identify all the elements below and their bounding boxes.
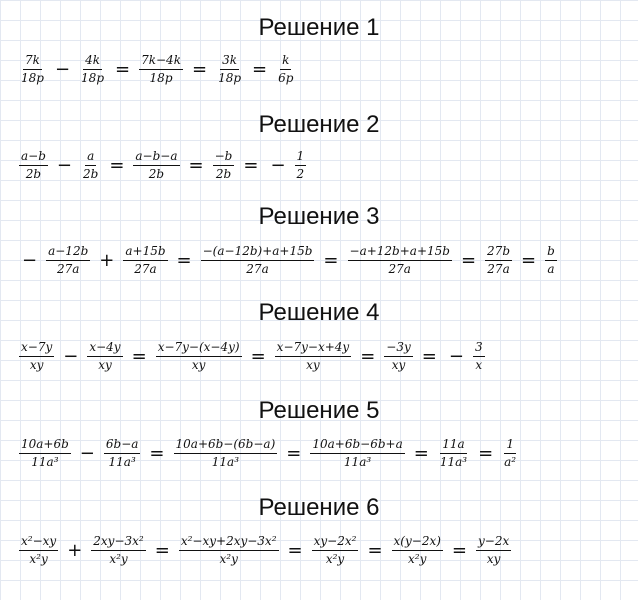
- fraction-numerator: x−7y−x+4y: [275, 340, 352, 357]
- minus-sign: −: [270, 154, 286, 176]
- fraction-denominator: xy: [391, 358, 406, 372]
- equals-sign: =: [115, 58, 131, 80]
- fraction-numerator: −b: [213, 149, 235, 166]
- equals-sign: =: [421, 345, 437, 367]
- fraction-denominator: 2b: [82, 167, 99, 181]
- fraction-denominator: 2b: [148, 167, 165, 181]
- fraction-numerator: 2xy−3x²: [91, 534, 145, 551]
- fraction-denominator: 11a³: [108, 455, 136, 469]
- fraction-denominator: x²y: [219, 552, 238, 566]
- fraction-denominator: 18p: [218, 71, 242, 85]
- fraction-denominator: a²: [504, 455, 517, 469]
- fraction-denominator: 2b: [215, 167, 232, 181]
- fraction-numerator: 6b−a: [104, 437, 141, 454]
- fraction-denominator: x: [475, 358, 483, 372]
- fraction-numerator: a−b−a: [133, 149, 179, 166]
- equals-sign: =: [286, 442, 302, 464]
- fraction-numerator: a+15b: [123, 244, 167, 261]
- fraction-denominator: x²y: [325, 552, 345, 566]
- fraction: [310, 437, 404, 470]
- fraction: [275, 340, 352, 373]
- fraction: [545, 244, 557, 277]
- fraction: [79, 53, 106, 86]
- equals-sign: =: [287, 539, 303, 561]
- solution-4-title: Решение 4: [258, 299, 380, 326]
- fraction-numerator: 4k: [83, 53, 102, 70]
- minus-sign: −: [22, 249, 38, 271]
- fraction: [19, 53, 46, 86]
- fraction-numerator: k: [280, 53, 291, 70]
- fraction: [123, 244, 167, 277]
- fraction-denominator: xy: [486, 552, 501, 566]
- fraction-numerator: −3y: [384, 340, 412, 357]
- plus-sign: +: [67, 539, 83, 561]
- fraction-numerator: a: [85, 149, 96, 166]
- solution-1-equation: [16, 53, 298, 86]
- fraction-numerator: b: [545, 244, 557, 261]
- fraction: [81, 149, 100, 182]
- fraction-denominator: 11a³: [439, 455, 468, 469]
- solution-5-title: Решение 5: [258, 397, 380, 424]
- fraction: [392, 534, 443, 567]
- solution-6-equation: [16, 534, 514, 567]
- fraction-numerator: x²−xy+2xy−3x²: [179, 534, 279, 551]
- minus-sign: −: [56, 154, 72, 176]
- fraction-denominator: 2: [296, 167, 305, 181]
- equals-sign: =: [154, 539, 170, 561]
- fraction-numerator: 3: [473, 340, 485, 357]
- equals-sign: =: [149, 442, 165, 464]
- fraction-numerator: 7k: [23, 53, 42, 70]
- minus-sign: −: [448, 345, 464, 367]
- fraction-denominator: 11a³: [211, 455, 239, 469]
- fraction-numerator: x−7y−(x−4y): [156, 340, 242, 357]
- fraction: [19, 340, 54, 373]
- equals-sign: =: [252, 58, 268, 80]
- fraction: [104, 437, 141, 470]
- solution-3-title: Решение 3: [258, 203, 380, 230]
- plus-sign: +: [99, 249, 115, 271]
- fraction: [19, 437, 71, 470]
- equals-sign: =: [176, 249, 192, 271]
- fraction-denominator: 27a: [246, 262, 269, 276]
- equals-sign: =: [413, 442, 429, 464]
- fraction-numerator: 27b: [485, 244, 512, 261]
- equals-sign: =: [250, 345, 266, 367]
- fraction: [485, 244, 512, 277]
- fraction-numerator: a−b: [19, 149, 48, 166]
- fraction: [91, 534, 145, 567]
- equals-sign: =: [451, 539, 467, 561]
- fraction: [384, 340, 412, 373]
- equals-sign: =: [188, 154, 204, 176]
- fraction-numerator: x²−xy: [19, 534, 58, 551]
- fraction: [438, 437, 469, 470]
- fraction-numerator: 10a+6b−6b+a: [310, 437, 404, 454]
- fraction: [87, 340, 122, 373]
- fraction-denominator: 2b: [25, 167, 42, 181]
- fraction-numerator: 10a+6b−(6b−a): [174, 437, 278, 454]
- fraction: [295, 149, 307, 182]
- solution-2-equation: [16, 149, 309, 182]
- minus-sign: −: [63, 345, 79, 367]
- fraction-denominator: 27a: [56, 262, 80, 276]
- fraction-denominator: xy: [98, 358, 112, 372]
- fraction: [473, 340, 485, 373]
- fraction: [348, 244, 452, 277]
- fraction: [133, 149, 179, 182]
- fraction: [201, 244, 315, 277]
- equals-sign: =: [521, 249, 537, 271]
- fraction: [19, 534, 58, 567]
- fraction-denominator: 11a³: [31, 455, 59, 469]
- solution-2-title: Решение 2: [258, 111, 380, 138]
- fraction: [276, 53, 295, 86]
- fraction: [502, 437, 518, 470]
- fraction-denominator: 27a: [487, 262, 510, 276]
- fraction-denominator: 27a: [388, 262, 411, 276]
- fraction-denominator: 27a: [134, 262, 157, 276]
- solution-6-title: Решение 6: [258, 494, 380, 521]
- minus-sign: −: [54, 58, 71, 80]
- equals-sign: =: [460, 249, 477, 271]
- fraction: [139, 53, 183, 86]
- fraction: [179, 534, 279, 567]
- fraction-numerator: x−4y: [87, 340, 122, 357]
- fraction: [312, 534, 359, 567]
- minus-sign: −: [79, 442, 95, 464]
- fraction: [46, 244, 90, 277]
- fraction-numerator: 7k−4k: [139, 53, 183, 70]
- equals-sign: =: [243, 154, 259, 176]
- fraction-denominator: x²y: [29, 552, 48, 566]
- fraction: [19, 149, 48, 182]
- fraction-denominator: 6p: [278, 71, 294, 85]
- fraction-numerator: 1: [295, 149, 307, 166]
- equals-sign: =: [323, 249, 339, 271]
- fraction-denominator: 18p: [81, 71, 104, 85]
- fraction-denominator: 18p: [21, 71, 44, 85]
- solution-5-equation: [16, 437, 521, 470]
- fraction: [213, 149, 235, 182]
- solution-1-title: Решение 1: [258, 14, 380, 41]
- equals-sign: =: [367, 539, 383, 561]
- fraction-denominator: 18p: [149, 71, 173, 85]
- fraction-denominator: 11a³: [343, 455, 372, 469]
- fraction-denominator: x²y: [109, 552, 128, 566]
- fraction-denominator: a: [547, 262, 555, 276]
- equals-sign: =: [360, 345, 376, 367]
- equals-sign: =: [191, 58, 208, 80]
- fraction: [216, 53, 243, 86]
- fraction-numerator: 3k: [220, 53, 239, 70]
- fraction-numerator: a−12b: [46, 244, 90, 261]
- fraction-numerator: x−7y: [19, 340, 54, 357]
- equals-sign: =: [109, 154, 125, 176]
- solution-4-equation: [16, 340, 488, 373]
- fraction: [476, 534, 511, 567]
- fraction-denominator: xy: [191, 358, 206, 372]
- fraction-numerator: 1: [504, 437, 516, 454]
- equals-sign: =: [478, 442, 494, 464]
- equals-sign: =: [131, 345, 147, 367]
- fraction-denominator: xy: [306, 358, 320, 372]
- fraction-numerator: y−2x: [476, 534, 511, 551]
- fraction-denominator: x²y: [408, 552, 427, 566]
- fraction-numerator: −a+12b+a+15b: [348, 244, 452, 261]
- fraction-numerator: −(a−12b)+a+15b: [201, 244, 315, 261]
- fraction: [174, 437, 278, 470]
- fraction-numerator: 11a: [440, 437, 466, 454]
- fraction: [156, 340, 242, 373]
- fraction-numerator: 10a+6b: [19, 437, 71, 454]
- fraction-numerator: x(y−2x): [392, 534, 443, 551]
- fraction-denominator: xy: [29, 358, 44, 372]
- solution-3-equation: [16, 244, 560, 277]
- fraction-numerator: xy−2x²: [312, 534, 359, 551]
